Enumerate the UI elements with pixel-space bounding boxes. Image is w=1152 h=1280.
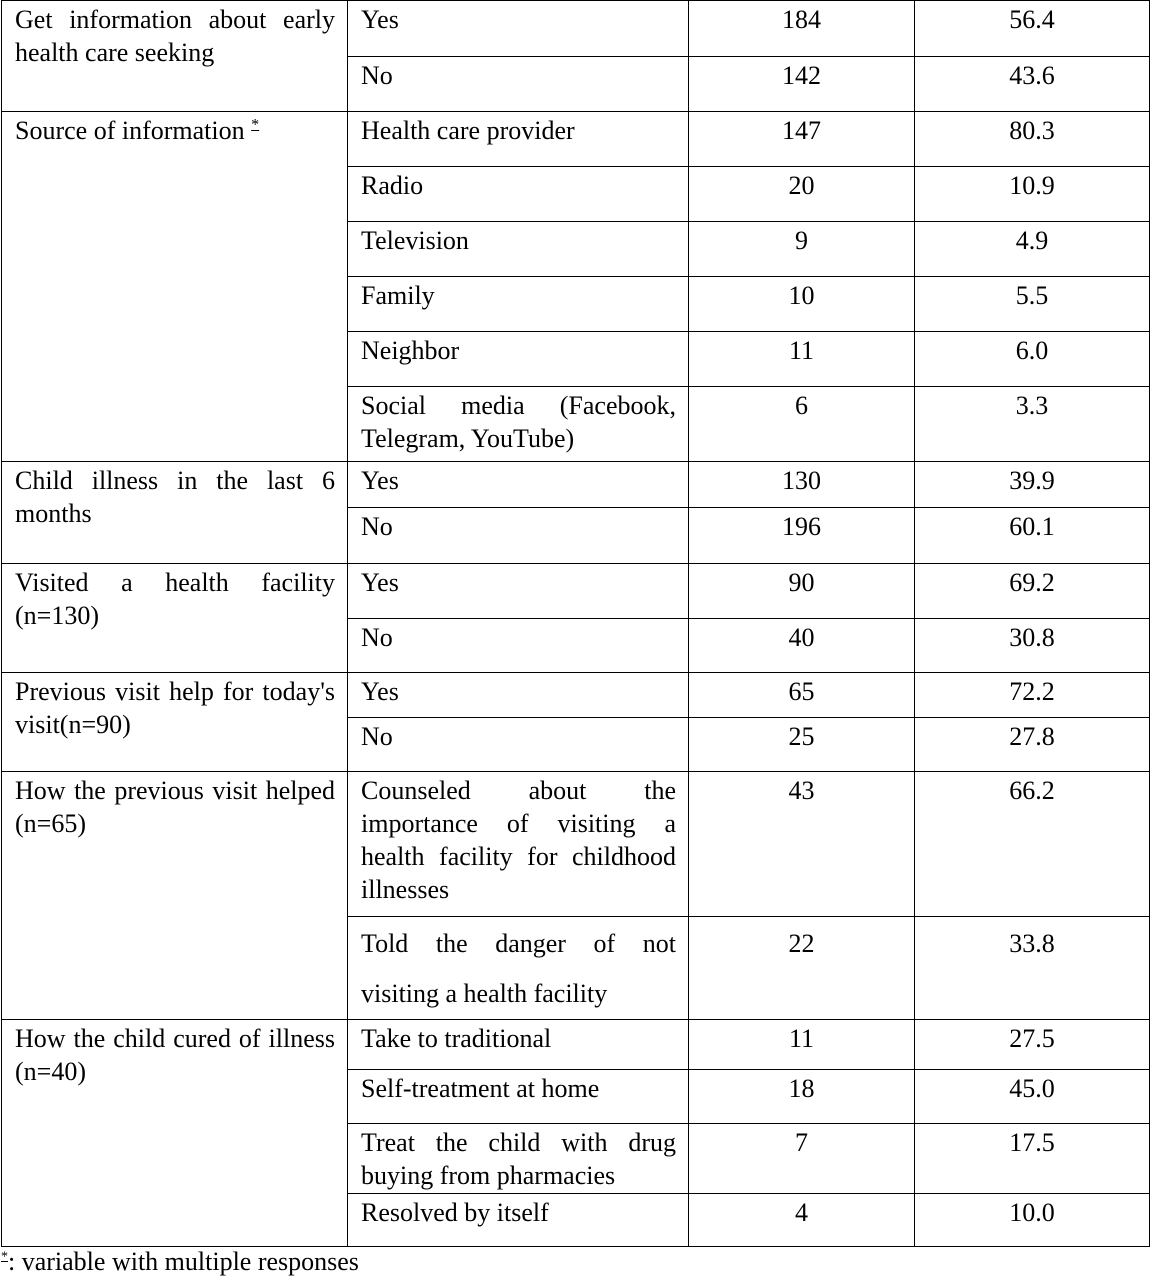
variable-cell	[2, 1, 348, 112]
variable-cell	[2, 462, 348, 564]
percent-cell: 3.3	[915, 387, 1150, 462]
frequency-cell: 130	[689, 462, 915, 508]
percent-cell: 60.1	[915, 508, 1150, 564]
response-cell: Counseled about the importance of visiting a health facility for childhood illnesses	[348, 772, 689, 917]
multiple-response-mark: *	[251, 116, 260, 134]
response-cell: Take to traditional	[348, 1020, 689, 1070]
frequency-cell: 147	[689, 112, 915, 167]
table-row	[2, 1020, 1150, 1070]
response-cell: No	[348, 718, 689, 772]
frequency-cell: 40	[689, 619, 915, 673]
variable-label: How the child cured of illness (n=40)	[15, 1024, 335, 1086]
variable-label: Get information about early health care seeking	[15, 5, 335, 67]
percent-cell: 33.8	[915, 917, 1150, 1020]
variable-cell	[2, 112, 348, 462]
footnote-text: : variable with multiple responses	[8, 1247, 359, 1276]
variable-label: How the previous visit helped (n=65)	[15, 776, 335, 838]
response-cell: Yes	[348, 564, 689, 619]
response-cell: Yes	[348, 462, 689, 508]
response-cell: Self-treatment at home	[348, 1070, 689, 1124]
response-cell: Yes	[348, 673, 689, 718]
frequency-cell: 20	[689, 167, 915, 222]
response-cell: No	[348, 57, 689, 112]
percent-cell: 69.2	[915, 564, 1150, 619]
variable-label: Source of information	[15, 116, 245, 145]
frequency-cell: 4	[689, 1194, 915, 1247]
percent-cell: 39.9	[915, 462, 1150, 508]
variable-label: Child illness in the last 6 months	[15, 466, 335, 528]
response-cell: Told the danger of not visiting a health facility	[348, 917, 689, 1020]
frequency-cell: 9	[689, 222, 915, 277]
percent-cell: 17.5	[915, 1124, 1150, 1194]
response-cell: Family	[348, 277, 689, 332]
percent-cell: 4.9	[915, 222, 1150, 277]
response-cell: Social media (Facebook, Telegram, YouTube)	[348, 387, 689, 462]
percent-cell: 56.4	[915, 1, 1150, 57]
response-cell: Treat the child with drug buying from pharmacies	[348, 1124, 689, 1194]
frequency-cell: 65	[689, 673, 915, 718]
frequency-cell: 6	[689, 387, 915, 462]
percent-cell: 10.9	[915, 167, 1150, 222]
variable-cell	[2, 772, 348, 1020]
response-cell: Neighbor	[348, 332, 689, 387]
variable-label: Visited a health facility (n=130)	[15, 568, 335, 630]
variable-cell	[2, 673, 348, 772]
percent-cell: 27.8	[915, 718, 1150, 772]
footnote	[1, 1247, 359, 1277]
response-cell: Health care provider	[348, 112, 689, 167]
percent-cell: 10.0	[915, 1194, 1150, 1247]
frequency-cell: 11	[689, 332, 915, 387]
response-cell: Yes	[348, 1, 689, 57]
frequency-cell: 10	[689, 277, 915, 332]
response-cell: No	[348, 508, 689, 564]
frequency-cell: 184	[689, 1, 915, 57]
variable-cell	[2, 1020, 348, 1247]
frequency-cell: 196	[689, 508, 915, 564]
percent-cell: 66.2	[915, 772, 1150, 917]
percent-cell: 72.2	[915, 673, 1150, 718]
response-cell: Resolved by itself	[348, 1194, 689, 1247]
frequency-cell: 90	[689, 564, 915, 619]
table-row	[2, 564, 1150, 619]
table-body	[2, 1, 1150, 1247]
response-cell: No	[348, 619, 689, 673]
frequency-cell: 7	[689, 1124, 915, 1194]
frequency-cell: 11	[689, 1020, 915, 1070]
percent-cell: 43.6	[915, 57, 1150, 112]
response-cell: Radio	[348, 167, 689, 222]
percent-cell: 6.0	[915, 332, 1150, 387]
footnote-mark: *	[1, 1249, 8, 1265]
frequency-cell: 142	[689, 57, 915, 112]
table-row	[2, 462, 1150, 508]
percent-cell: 30.8	[915, 619, 1150, 673]
table-row	[2, 1, 1150, 57]
table-row	[2, 772, 1150, 917]
frequency-cell: 43	[689, 772, 915, 917]
table-row	[2, 112, 1150, 167]
response-cell: Television	[348, 222, 689, 277]
table-row	[2, 673, 1150, 718]
variable-cell	[2, 564, 348, 673]
frequency-cell: 25	[689, 718, 915, 772]
variable-label: Previous visit help for today's visit(n=90)	[15, 677, 335, 739]
percent-cell: 80.3	[915, 112, 1150, 167]
frequency-cell: 18	[689, 1070, 915, 1124]
frequency-cell: 22	[689, 917, 915, 1020]
percent-cell: 27.5	[915, 1020, 1150, 1070]
percent-cell: 5.5	[915, 277, 1150, 332]
data-table	[1, 0, 1150, 1247]
percent-cell: 45.0	[915, 1070, 1150, 1124]
